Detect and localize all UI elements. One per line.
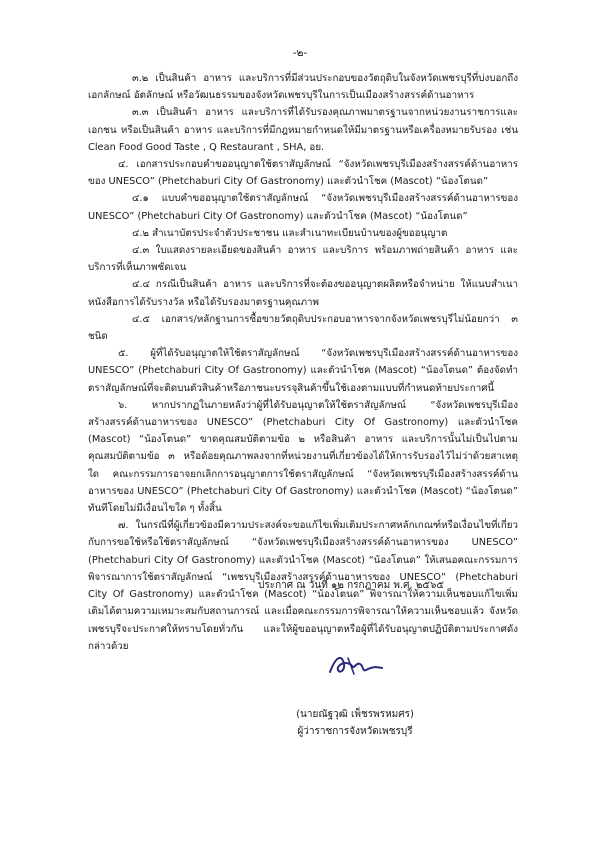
paragraph: ๔.๓ ใบแสดงรายละเอียดของสินค้า อาหาร และบริการ พร้อมภาพถ่ายสินค้า อาหาร และบริการที่เห็นภาพชัดเจน: [88, 245, 518, 274]
paragraph: ๔.๑ แบบคำขออนุญาตใช้ตราสัญลักษณ์ “จังหวัดเพชรบุรีเมืองสร้างสรรค์ด้านอาหารของ UNESCO” (Phetchaburi City Of Gastronomy) และตัวนำโชค (Mascot) “น้องโตนด”: [88, 193, 518, 222]
paragraph: ๓.๓ เป็นสินค้า อาหาร และบริการที่ได้รับรองคุณภาพมาตรฐานจากหน่วยงานราชการและเอกชน หรือเป็นสินค้า อาหาร และบริการที่มีกฎหมายกำหนดให้มีมาตรฐานหรือเครื่องหมายรับรอง เช่น Clean Food Good Taste , Q Restaurant , SHA, อย.: [88, 107, 518, 153]
paragraph: ๖. หากปรากฏในภายหลังว่าผู้ที่ได้รับอนุญาตให้ใช้ตราสัญลักษณ์ “จังหวัดเพชรบุรีเมืองสร้างสรรค์ด้านอาหารของ UNESCO” (Phetchaburi City Of Gastronomy) และตัวนำโชค (Mascot) “น้องโตนด” ขาดคุณสมบัติตามข้อ ๒ หรือสินค้า อาหาร และบริการนั้นไม่เป็นไปตามคุณสมบัติตามข้อ ๓ หรือด้อยคุณภาพลงจากที่หน่วยงานที่เกี่ยวข้องได้ให้การรับรองไว้ไม่ว่าด้วยสาเหตุใด คณะกรรมการอาจยกเลิกการอนุญาตการใช้ตราสัญลักษณ์ “จังหวัดเพชรบุรีเมืองสร้างสรรค์ด้านอาหารของ UNESCO” (Phetchaburi City Of Gastronomy) และตัวนำโชค (Mascot) “น้องโตนด” ทันทีโดยไม่มีเงื่อนไขใด ๆ ทั้งสิ้น: [88, 399, 518, 515]
signer-name: (นายณัฐวุฒิ เพ็ชรพรหมศร): [296, 709, 414, 720]
page-number: -๒-: [292, 47, 308, 59]
signer-block: [250, 706, 460, 740]
paragraph: ๔.๕ เอกสาร/หลักฐานการซื้อขายวัตถุดิบประกอบอาหารจากจังหวัดเพชรบุรีไม่น้อยกว่า ๓ ชนิด: [88, 313, 518, 343]
announcement-date: ประกาศ ณ วันที่ ๑๒ กรกฎาคม พ.ศ. ๒๕๖๕: [258, 580, 444, 591]
paragraph: ๔.๒ สำเนาบัตรประจำตัวประชาชน และสำเนาทะเบียนบ้านของผู้ขออนุญาต: [132, 227, 448, 239]
paragraph: ๕. ผู้ที่ได้รับอนุญาตให้ใช้ตราสัญลักษณ์ “จังหวัดเพชรบุรีเมืองสร้างสรรค์ด้านอาหารของ UNESCO” (Phetchaburi City Of Gastronomy) และตัวนำโชค (Mascot) “น้องโตนด” ต้องจัดทำตราสัญลักษณ์ที่จะติดบนตัวสินค้าหรือภาชนะบรรจุสินค้าขึ้นใช้เองตามแบบที่กำหนดท้ายประกาศนี้: [88, 348, 518, 394]
paragraph: ๓.๒ เป็นสินค้า อาหาร และบริการที่มีส่วนประกอบของวัตถุดิบในจังหวัดเพชรบุรีที่บ่งบอกถึงเอกลักษณ์ อัตลักษณ์ หรือวัฒนธรรมของจังหวัดเพชรบุรีในการเป็นเมืองสร้างสรรค์ด้านอาหาร: [88, 73, 518, 102]
document-body: [88, 70, 518, 655]
signer-position: ผู้ว่าราชการจังหวัดเพชรบุรี: [297, 726, 413, 737]
paragraph: ๔.๔ กรณีเป็นสินค้า อาหาร และบริการที่จะต้องขออนุญาตผลิตหรือจำหน่าย ให้แนบสำเนาหนังสือการได้รับรางวัล หรือได้รับรองมาตรฐานคุณภาพ: [88, 279, 518, 308]
paragraph: ๗. ในกรณีที่ผู้เกี่ยวข้องมีความประสงค์จะขอแก้ไขเพิ่มเติมประกาศหลักเกณฑ์หรือเงื่อนไขที่เกี่ยวกับการขอใช้หรือใช้ตราสัญลักษณ์ “จังหวัดเพชรบุรีเมืองสร้างสรรค์ด้านอาหารของ UNESCO” (Phetchaburi City Of Gastronomy) และตัวนำโชค (Mascot) “น้องโตนด” ให้เสนอคณะกรรมการพิจารณาการใช้ตราสัญลักษณ์ “เพชรบุรีเมืองสร้างสรรค์ด้านอาหารของ UNESCO” (Phetchaburi City Of Gastronomy) และตัวนำโชค (Mascot) “น้องโตนด” พิจารณาให้ความเห็นชอบแก้ไขเพิ่มเติมได้ตามความเหมาะสมกับสถานการณ์ และเมื่อคณะกรรมการพิจารณาให้ความเห็นชอบแล้ว จังหวัดเพชรบุรีจะประกาศให้ทราบโดยทั่วกัน และให้ผู้ขออนุญาตหรือผู้ที่ได้รับอนุญาตปฏิบัติตามประกาศดังกล่าวด้วย: [88, 520, 518, 652]
signature-image: [326, 650, 386, 680]
paragraph: ๔. เอกสารประกอบคำขออนุญาตใช้ตราสัญลักษณ์ “จังหวัดเพชรบุรีเมืองสร้างสรรค์ด้านอาหารของ UNESCO” (Phetchaburi City Of Gastronomy) และตัวนำโชค (Mascot) “น้องโตนด”: [88, 159, 518, 188]
